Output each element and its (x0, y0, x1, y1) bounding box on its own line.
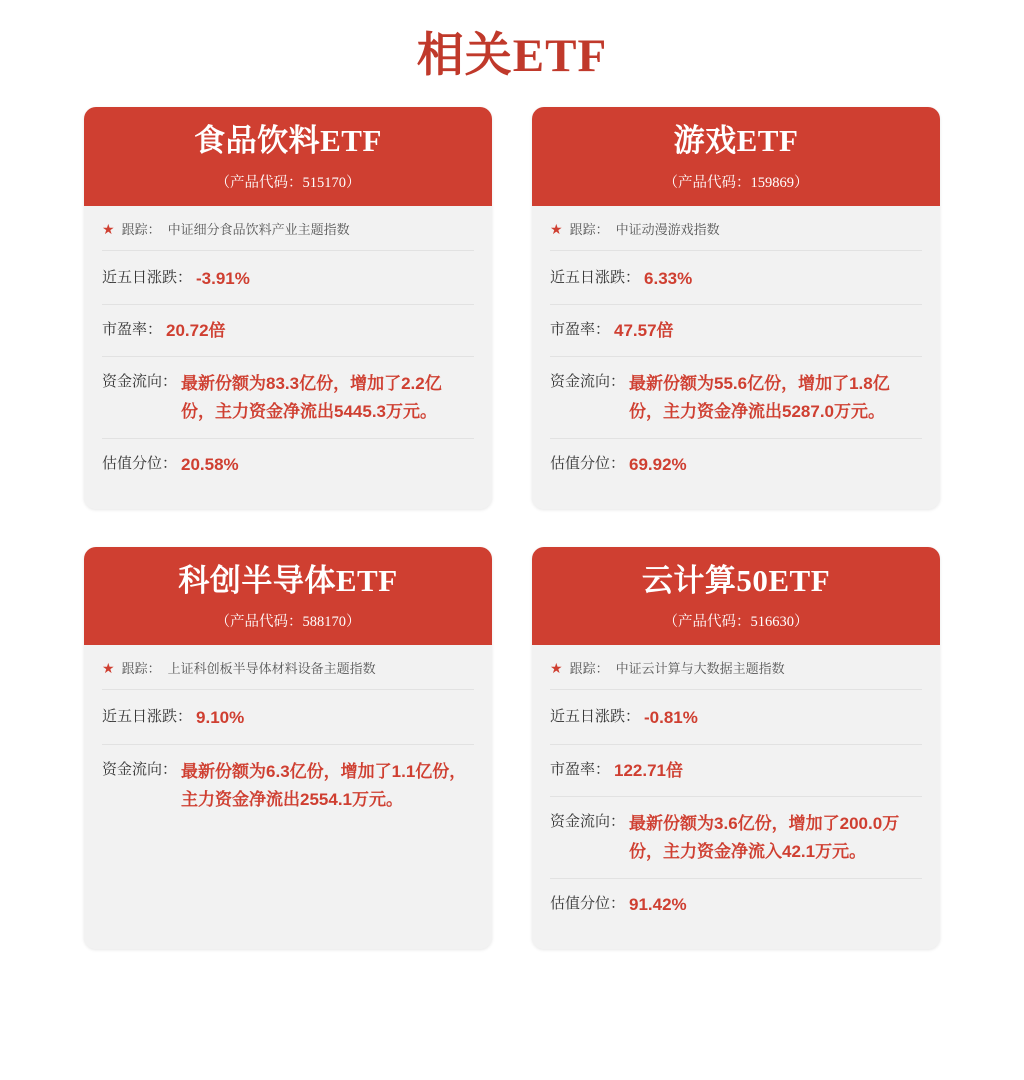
metric-value: -0.81% (644, 708, 698, 728)
metric-value: 最新份额为3.6亿份，增加了200.0万份，主力资金净流入42.1万元。 (629, 814, 900, 862)
etf-track-label: 跟踪： (121, 661, 161, 677)
metric-value: 最新份额为83.3亿份，增加了2.2亿份，主力资金净流出5445.3万元。 (181, 374, 442, 422)
metric-label: 估值分位： (550, 455, 626, 473)
metric-row (550, 357, 922, 439)
star-icon: ★ (550, 220, 563, 237)
etf-track-index: 中证细分食品饮料产业主题指数 (167, 221, 350, 237)
metric-row (102, 692, 474, 744)
metric-label: 市盈率： (550, 760, 611, 778)
metric-row (102, 305, 474, 357)
etf-card-header (532, 547, 940, 646)
etf-track-row (550, 220, 922, 251)
metric-value: 69.92% (629, 455, 687, 475)
metric-label: 市盈率： (550, 320, 611, 338)
metric-row (550, 797, 922, 879)
etf-track-label: 跟踪： (569, 221, 609, 237)
etf-card-body (532, 206, 940, 509)
metric-value: 47.57倍 (614, 320, 674, 340)
etf-track-label: 跟踪： (569, 661, 609, 677)
etf-card-grid (0, 107, 1024, 949)
metric-value: 6.33% (644, 268, 693, 288)
metric-value: 9.10% (196, 708, 245, 728)
metric-row (550, 745, 922, 797)
metric-label: 市盈率： (102, 320, 163, 338)
metric-row (550, 439, 922, 490)
metric-label: 估值分位： (550, 895, 626, 913)
metric-row (550, 692, 922, 744)
metric-value: 122.71倍 (614, 760, 684, 780)
star-icon: ★ (102, 660, 115, 677)
etf-name: 游戏ETF (673, 123, 799, 158)
metric-label: 资金流向： (550, 373, 626, 391)
etf-track-row (550, 659, 922, 690)
page-title: 相关ETF (416, 30, 608, 82)
metric-label: 近五日涨跌： (550, 708, 641, 726)
etf-product-code: （产品代码：516630） (663, 614, 809, 631)
etf-track-index: 中证云计算与大数据主题指数 (615, 661, 785, 677)
metric-label: 估值分位： (102, 455, 178, 473)
metric-value: 20.72倍 (166, 320, 226, 340)
metric-label: 近五日涨跌： (102, 268, 193, 286)
etf-card[interactable] (84, 547, 492, 949)
etf-card-body (532, 645, 940, 948)
metric-label: 资金流向： (102, 760, 178, 778)
metric-row (102, 439, 474, 490)
metric-row (102, 745, 474, 826)
etf-track-row (102, 220, 474, 251)
etf-track-row (102, 659, 474, 690)
etf-card-header (84, 547, 492, 646)
metric-value: 20.58% (181, 455, 239, 475)
metric-value: 91.42% (629, 895, 687, 915)
etf-name: 科创半导体ETF (178, 562, 398, 598)
metric-label: 资金流向： (550, 813, 626, 831)
etf-card-header (532, 107, 940, 206)
metric-row (550, 879, 922, 930)
metric-label: 资金流向： (102, 373, 178, 391)
etf-card[interactable] (84, 107, 492, 509)
etf-name: 食品饮料ETF (194, 123, 382, 158)
etf-name: 云计算50ETF (641, 562, 831, 598)
metric-row (102, 253, 474, 305)
etf-card-body (84, 645, 492, 948)
metric-row (550, 305, 922, 357)
metric-row (550, 253, 922, 305)
etf-card[interactable] (532, 107, 940, 509)
etf-product-code: （产品代码：588170） (215, 614, 361, 631)
star-icon: ★ (550, 660, 563, 677)
etf-card-body (84, 206, 492, 509)
metric-label: 近五日涨跌： (550, 268, 641, 286)
metric-value: -3.91% (196, 268, 250, 288)
metric-value: 最新份额为6.3亿份，增加了1.1亿份，主力资金净流出2554.1万元。 (181, 761, 467, 809)
metric-row (102, 357, 474, 439)
etf-card-header (84, 107, 492, 206)
star-icon: ★ (102, 220, 115, 237)
etf-track-label: 跟踪： (121, 221, 161, 237)
etf-product-code: （产品代码：515170） (215, 174, 361, 191)
metric-value: 最新份额为55.6亿份，增加了1.8亿份，主力资金净流出5287.0万元。 (629, 374, 890, 422)
etf-track-index: 中证动漫游戏指数 (615, 221, 720, 237)
metric-label: 近五日涨跌： (102, 708, 193, 726)
etf-product-code: （产品代码：159869） (663, 174, 809, 191)
etf-card[interactable] (532, 547, 940, 949)
etf-track-index: 上证科创板半导体材料设备主题指数 (167, 661, 376, 677)
